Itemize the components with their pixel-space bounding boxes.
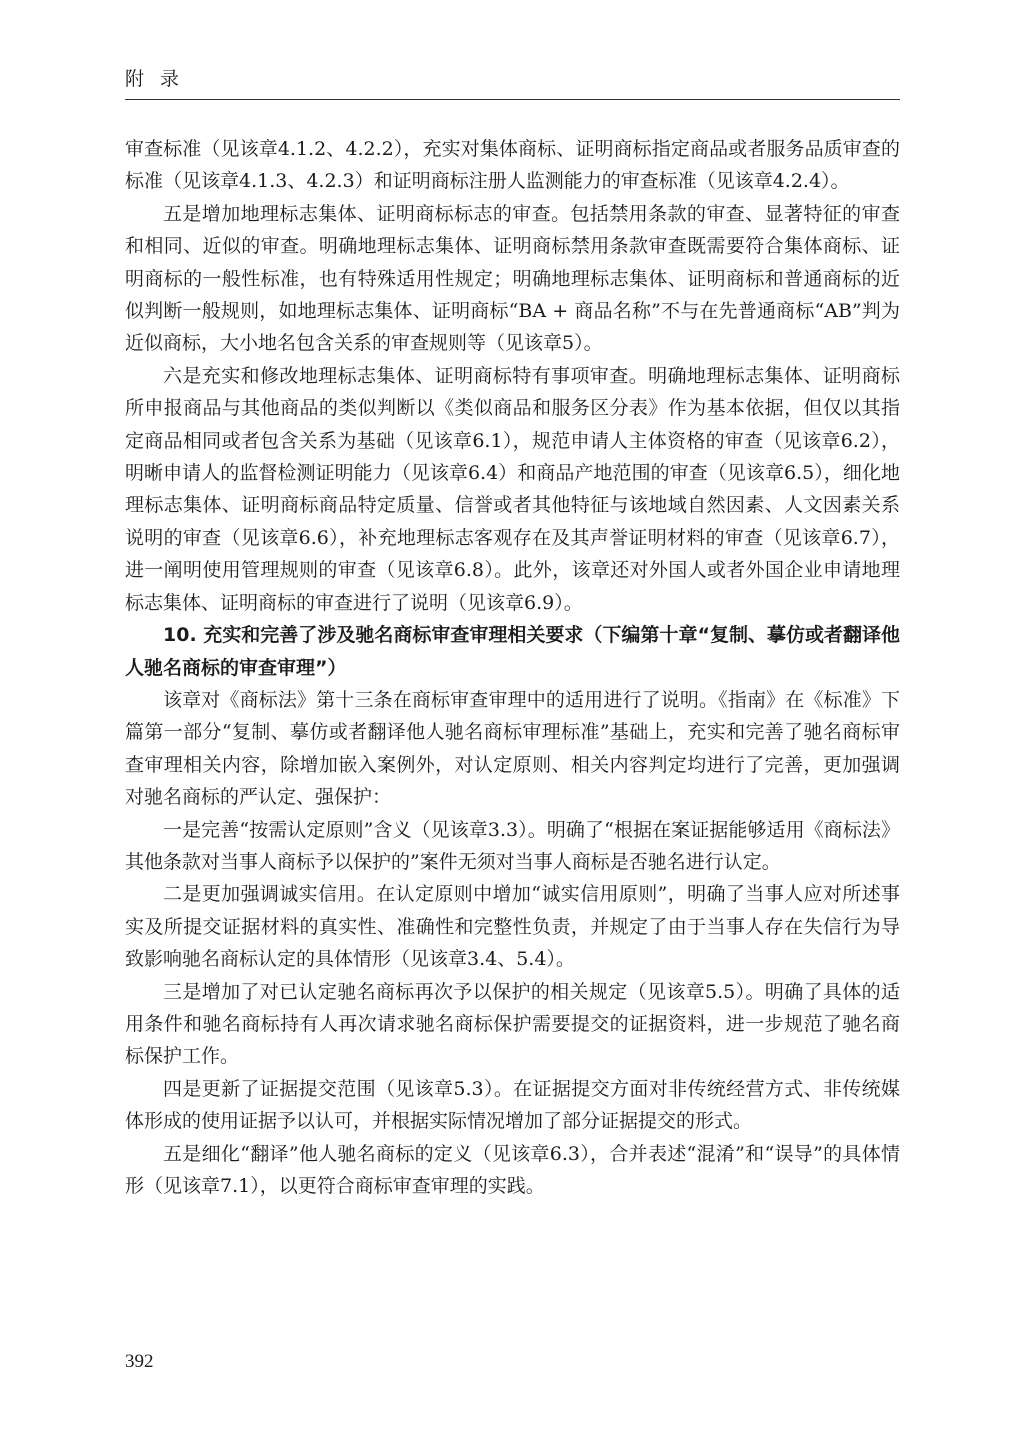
- paragraph: 四是更新了证据提交范围（见该章5.3）。在证据提交方面对非传统经营方式、非传统媒体形成的使用证据予以认可，并根据实际情况增加了部分证据提交的形式。: [125, 1077, 900, 1133]
- paragraph: 二是更加强调诚实信用。在认定原则中增加“诚实信用原则”，明确了当事人应对所述事实及所提交证据材料的真实性、准确性和完整性负责，并规定了由于当事人存在失信行为导致影响驰名商标认定的具体情形（见该章3.4、5.4）。: [125, 883, 900, 971]
- header-title: 附录: [125, 68, 196, 90]
- paragraph: 六是充实和修改地理标志集体、证明商标特有事项审查。明确地理标志集体、证明商标所申报商品与其他商品的类似判断以《类似商品和服务区分表》作为基本依据，但仅以其指定商品相同或者包含关系为基础（见该章6.1），规范申请人主体资格的审查（见该章6.2），明晰申请人的监督检测证明能力（见该章6.4）和商品产地范围的审查（见该章6.5），细化地理标志集体、证明商标商品特定质量、信誉或者其他特征与该地域自然因素、人文因素关系说明的审查（见该章6.6），补充地理标志客观存在及其声誉证明材料的审查（见该章6.7），进一阐明使用管理规则的审查（见该章6.8）。此外，该章还对外国人或者外国企业申请地理标志集体、证明商标的审查进行了说明（见该章6.9）。: [125, 364, 900, 614]
- paragraph: 三是增加了对已认定驰名商标再次予以保护的相关规定（见该章5.5）。明确了具体的适用条件和驰名商标持有人再次请求驰名商标保护需要提交的证据资料，进一步规范了驰名商标保护工作。: [125, 980, 900, 1068]
- paragraph-continued: 审查标准（见该章4.1.2、4.2.2），充实对集体商标、证明商标指定商品或者服务品质审查的标准（见该章4.1.3、4.2.3）和证明商标注册人监测能力的审查标准（见该章4.2.4）。: [125, 138, 900, 193]
- paragraph: 五是细化“翻译”他人驰名商标的定义（见该章6.3），合并表述“混淆”和“误导”的具体情形（见该章7.1），以更符合商标审查审理的实践。: [125, 1142, 900, 1197]
- paragraph: 一是完善“按需认定原则”含义（见该章3.3）。明确了“根据在案证据能够适用《商标法》其他条款对当事人商标予以保护的”案件无须对当事人商标是否驰名进行认定。: [125, 818, 900, 873]
- header-rule: [125, 99, 900, 100]
- paragraph: 五是增加地理标志集体、证明商标标志的审查。包括禁用条款的审查、显著特征的审查和相同、近似的审查。明确地理标志集体、证明商标禁用条款审查既需要符合集体商标、证明商标的一般性标准，也有特殊适用性规定；明确地理标志集体、证明商标和普通商标的近似判断一般规则，如地理标志集体、证明商标“BA + 商品名称”不与在先普通商标“AB”判为近似商标，大小地名包含关系的审查规则等（见该章5）。: [125, 202, 900, 355]
- page-number: 392: [125, 1351, 154, 1372]
- section-heading: 10. 充实和完善了涉及驰名商标审查审理相关要求（下编第十章“复制、摹仿或者翻译他人驰名商标的审查审理”）: [125, 624, 900, 679]
- page-body: [125, 133, 900, 1202]
- paragraph: 该章对《商标法》第十三条在商标审查审理中的适用进行了说明。《指南》在《标准》下篇第一部分“复制、摹仿或者翻译他人驰名商标审理标准”基础上，充实和完善了驰名商标审查审理相关内容，除增加嵌入案例外，对认定原则、相关内容判定均进行了完善，更加强调对驰名商标的严认定、强保护：: [125, 688, 900, 809]
- running-header: [125, 66, 900, 100]
